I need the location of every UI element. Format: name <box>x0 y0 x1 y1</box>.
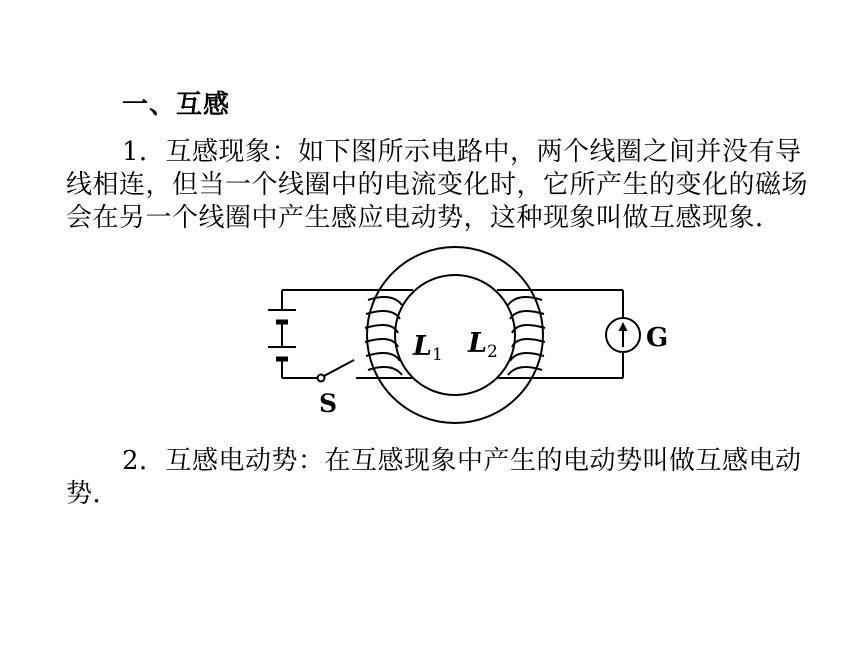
galvanometer-label: G <box>646 323 669 353</box>
svg-text:L1 <box>412 331 443 365</box>
paragraph-mutual-induction-emf: 2．互感电动势：在互感现象中产生的电动势叫做互感电动势． <box>66 446 802 509</box>
switch-pivot <box>318 375 325 382</box>
paragraph-mutual-induction-phenomenon: 1．互感现象：如下图所示电路中，两个线圈之间并没有导线相连，但当一个线圈中的电流变化时，它所产生的变化的磁场会在另一个线圈中产生感应电动势，这种现象叫做互感现象． <box>66 137 809 233</box>
switch-label: S <box>319 389 338 418</box>
switch-blade <box>324 360 354 376</box>
coil-l2-subscript: 2 <box>486 342 498 362</box>
coil-l2-label: L <box>468 328 487 359</box>
coil-l1-subscript: 1 <box>431 345 443 365</box>
svg-text:L2 <box>467 328 498 362</box>
coil-l1-label: L <box>413 331 432 362</box>
section-heading: 一、互感 <box>122 90 231 120</box>
ring-outer <box>367 247 543 423</box>
galvanometer-arrow-icon <box>619 322 628 331</box>
